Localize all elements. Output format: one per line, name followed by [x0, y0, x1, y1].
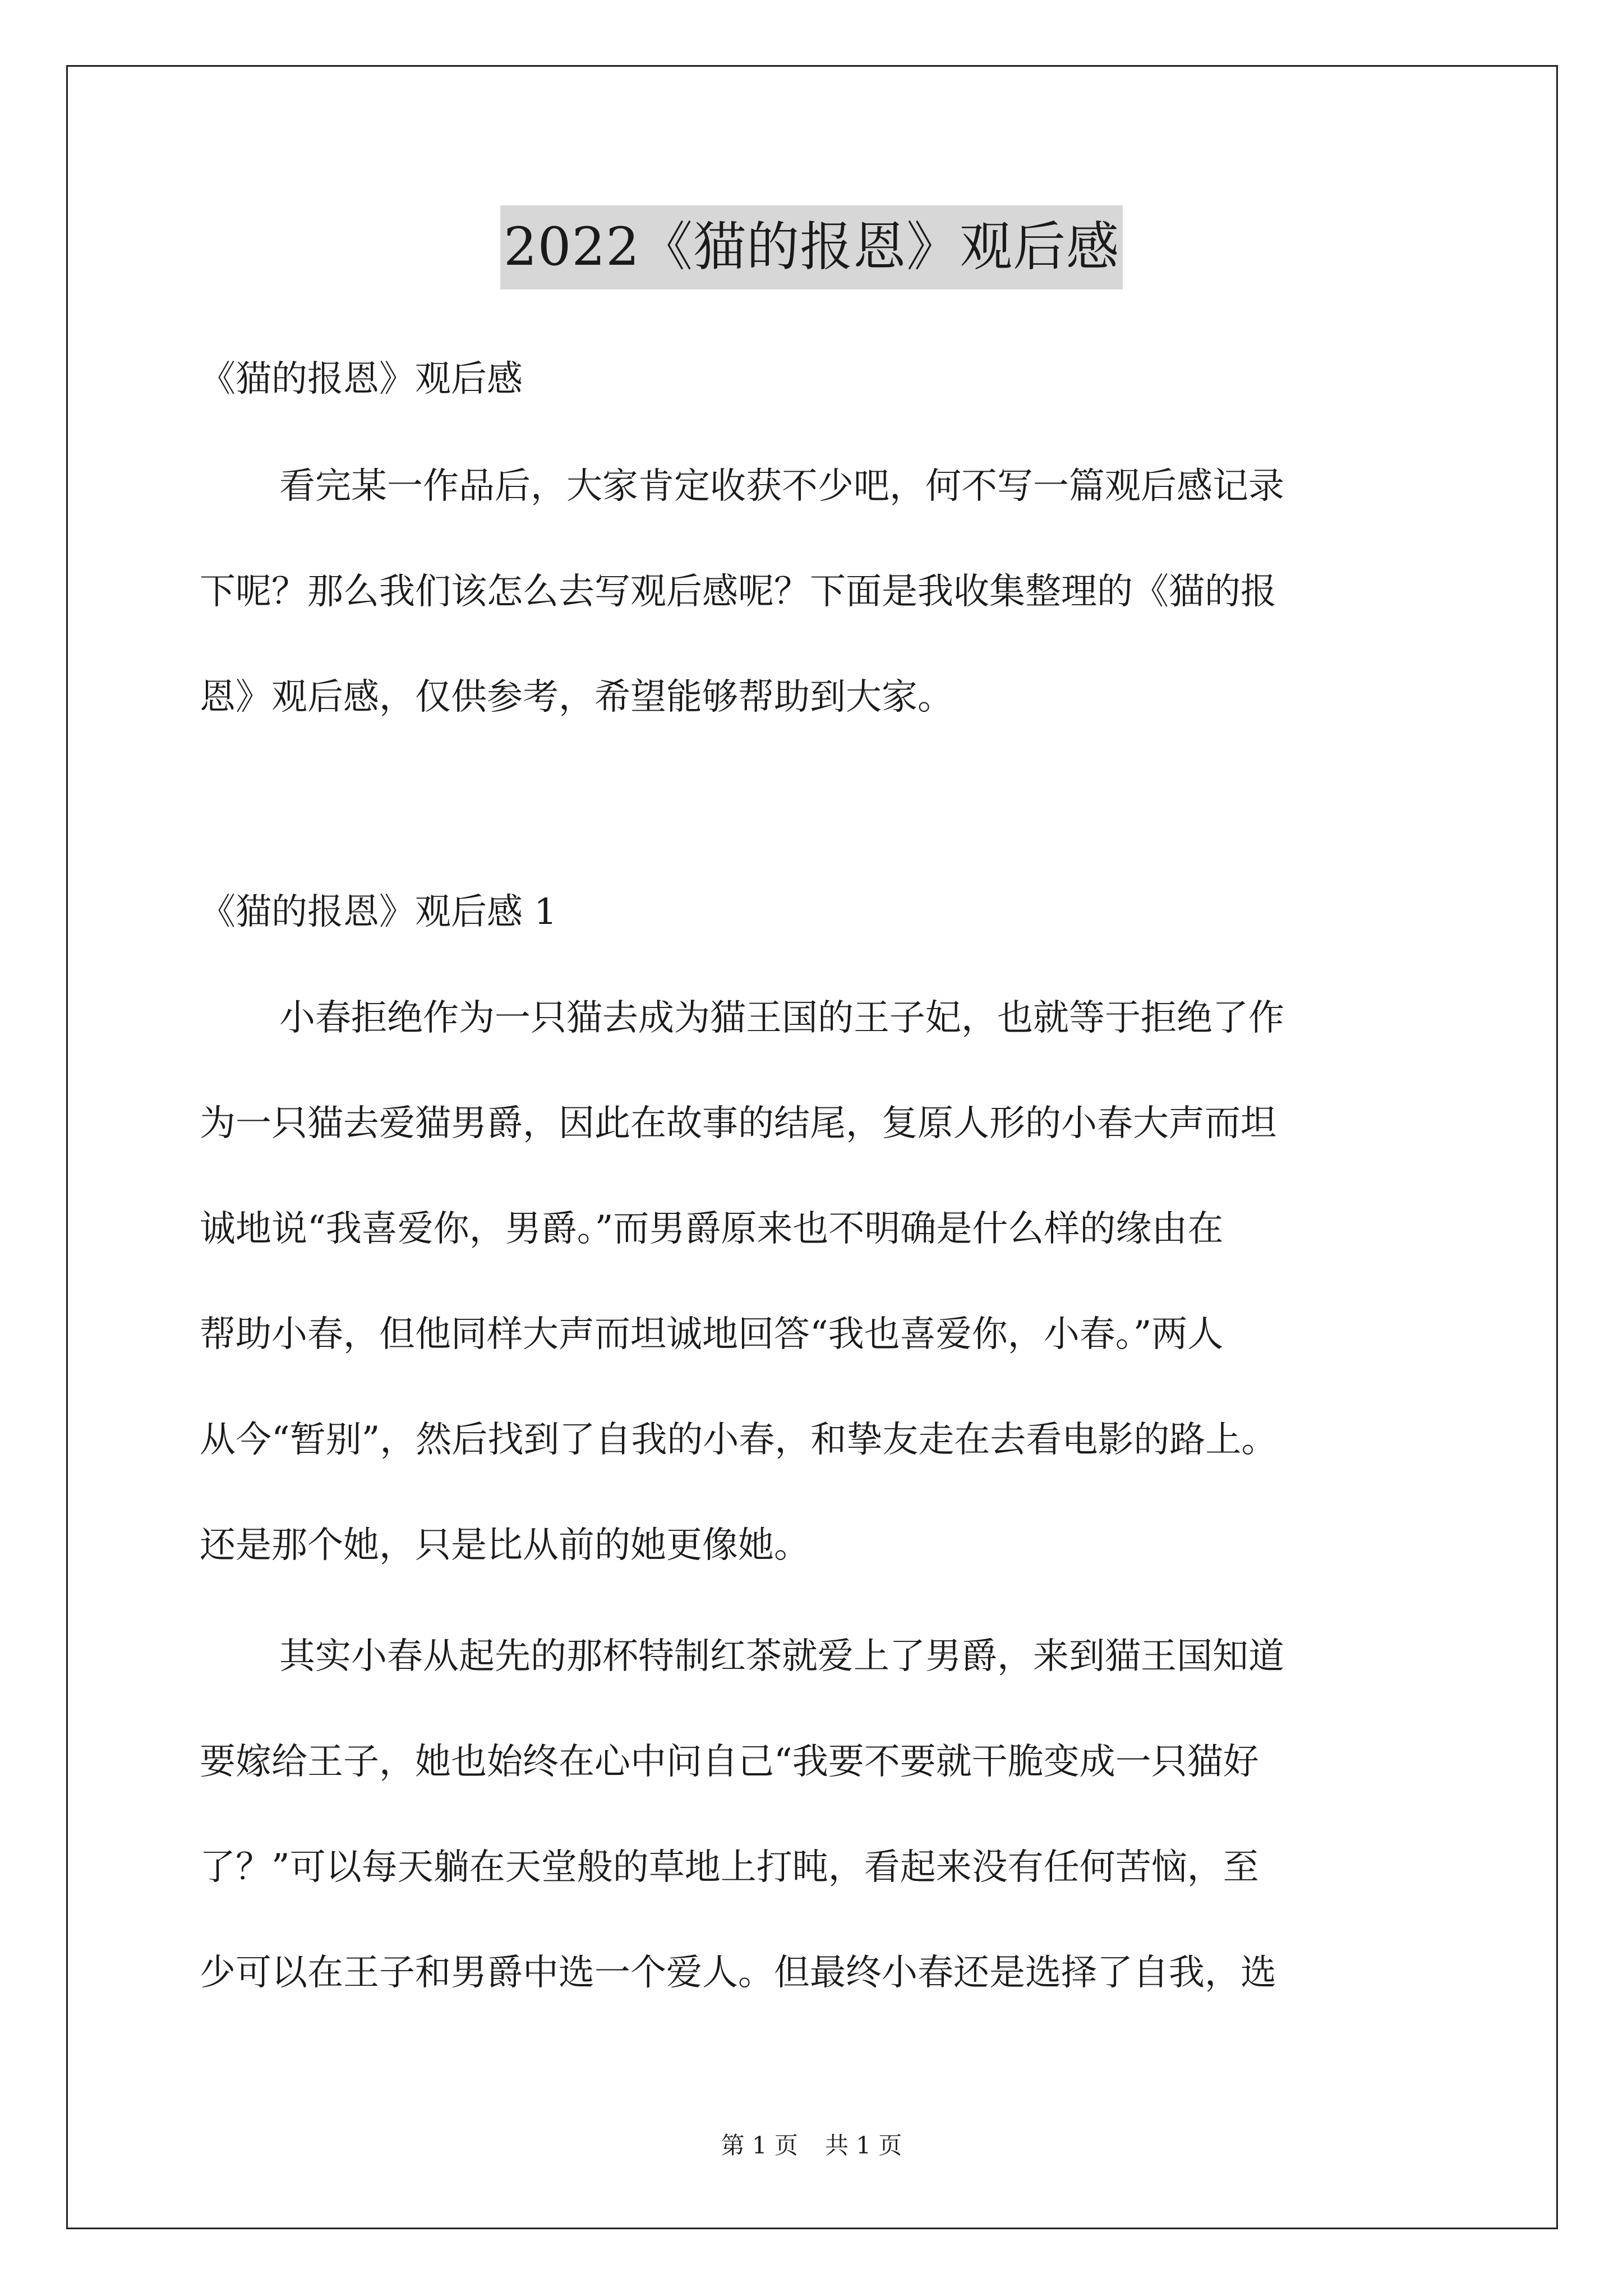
intro-line: 看完某一作品后，大家肯定收获不少吧，何不写一篇观后感记录 [279, 466, 1284, 507]
paragraph-line: 为一只猫去爱猫男爵，因此在故事的结尾，复原人形的小春大声而坦 [200, 1103, 1276, 1144]
paragraph-line: 小春拒绝作为一只猫去成为猫王国的王子妃，也就等于拒绝了作 [279, 997, 1284, 1039]
paragraph-line: 其实小春从起先的那杯特制红茶就爱上了男爵，来到猫王国知道 [279, 1636, 1284, 1677]
paragraph-line: 诚地说“我喜爱你，男爵。”而男爵原来也不明确是什么样的缘由在 [200, 1208, 1224, 1250]
section-heading: 《猫的报恩》观后感 1 [200, 891, 557, 933]
page-total: 共 1 页 [825, 2132, 902, 2159]
paragraph-line: 要嫁给王子，她也始终在心中问自己“我要不要就干脆变成一只猫好 [200, 1741, 1259, 1783]
page-footer [0, 2129, 1623, 2162]
paragraph-line: 少可以在王子和男爵中选一个爱人。但最终小春还是选择了自我，选 [200, 1952, 1276, 1994]
document-subtitle: 《猫的报恩》观后感 [200, 358, 523, 400]
paragraph-line: 了？”可以每天躺在天堂般的草地上打盹，看起来没有任何苦恼，至 [200, 1847, 1259, 1888]
paragraph-line: 帮助小春，但他同样大声而坦诚地回答“我也喜爱你，小春。”两人 [200, 1314, 1224, 1355]
paragraph-line: 还是那个她，只是比从前的她更像她。 [200, 1525, 810, 1566]
document-title: 2022《猫的报恩》观后感 [500, 205, 1123, 289]
intro-line: 下呢？那么我们该怎么去写观后感呢？下面是我收集整理的《猫的报 [200, 571, 1276, 613]
intro-line: 恩》观后感，仅供参考，希望能够帮助到大家。 [200, 677, 953, 718]
page-number: 第 1 页 [721, 2132, 798, 2159]
paragraph-line: 从今“暂别”，然后找到了自我的小春，和挚友走在去看电影的路上。 [200, 1419, 1278, 1461]
title-container [0, 205, 1623, 289]
